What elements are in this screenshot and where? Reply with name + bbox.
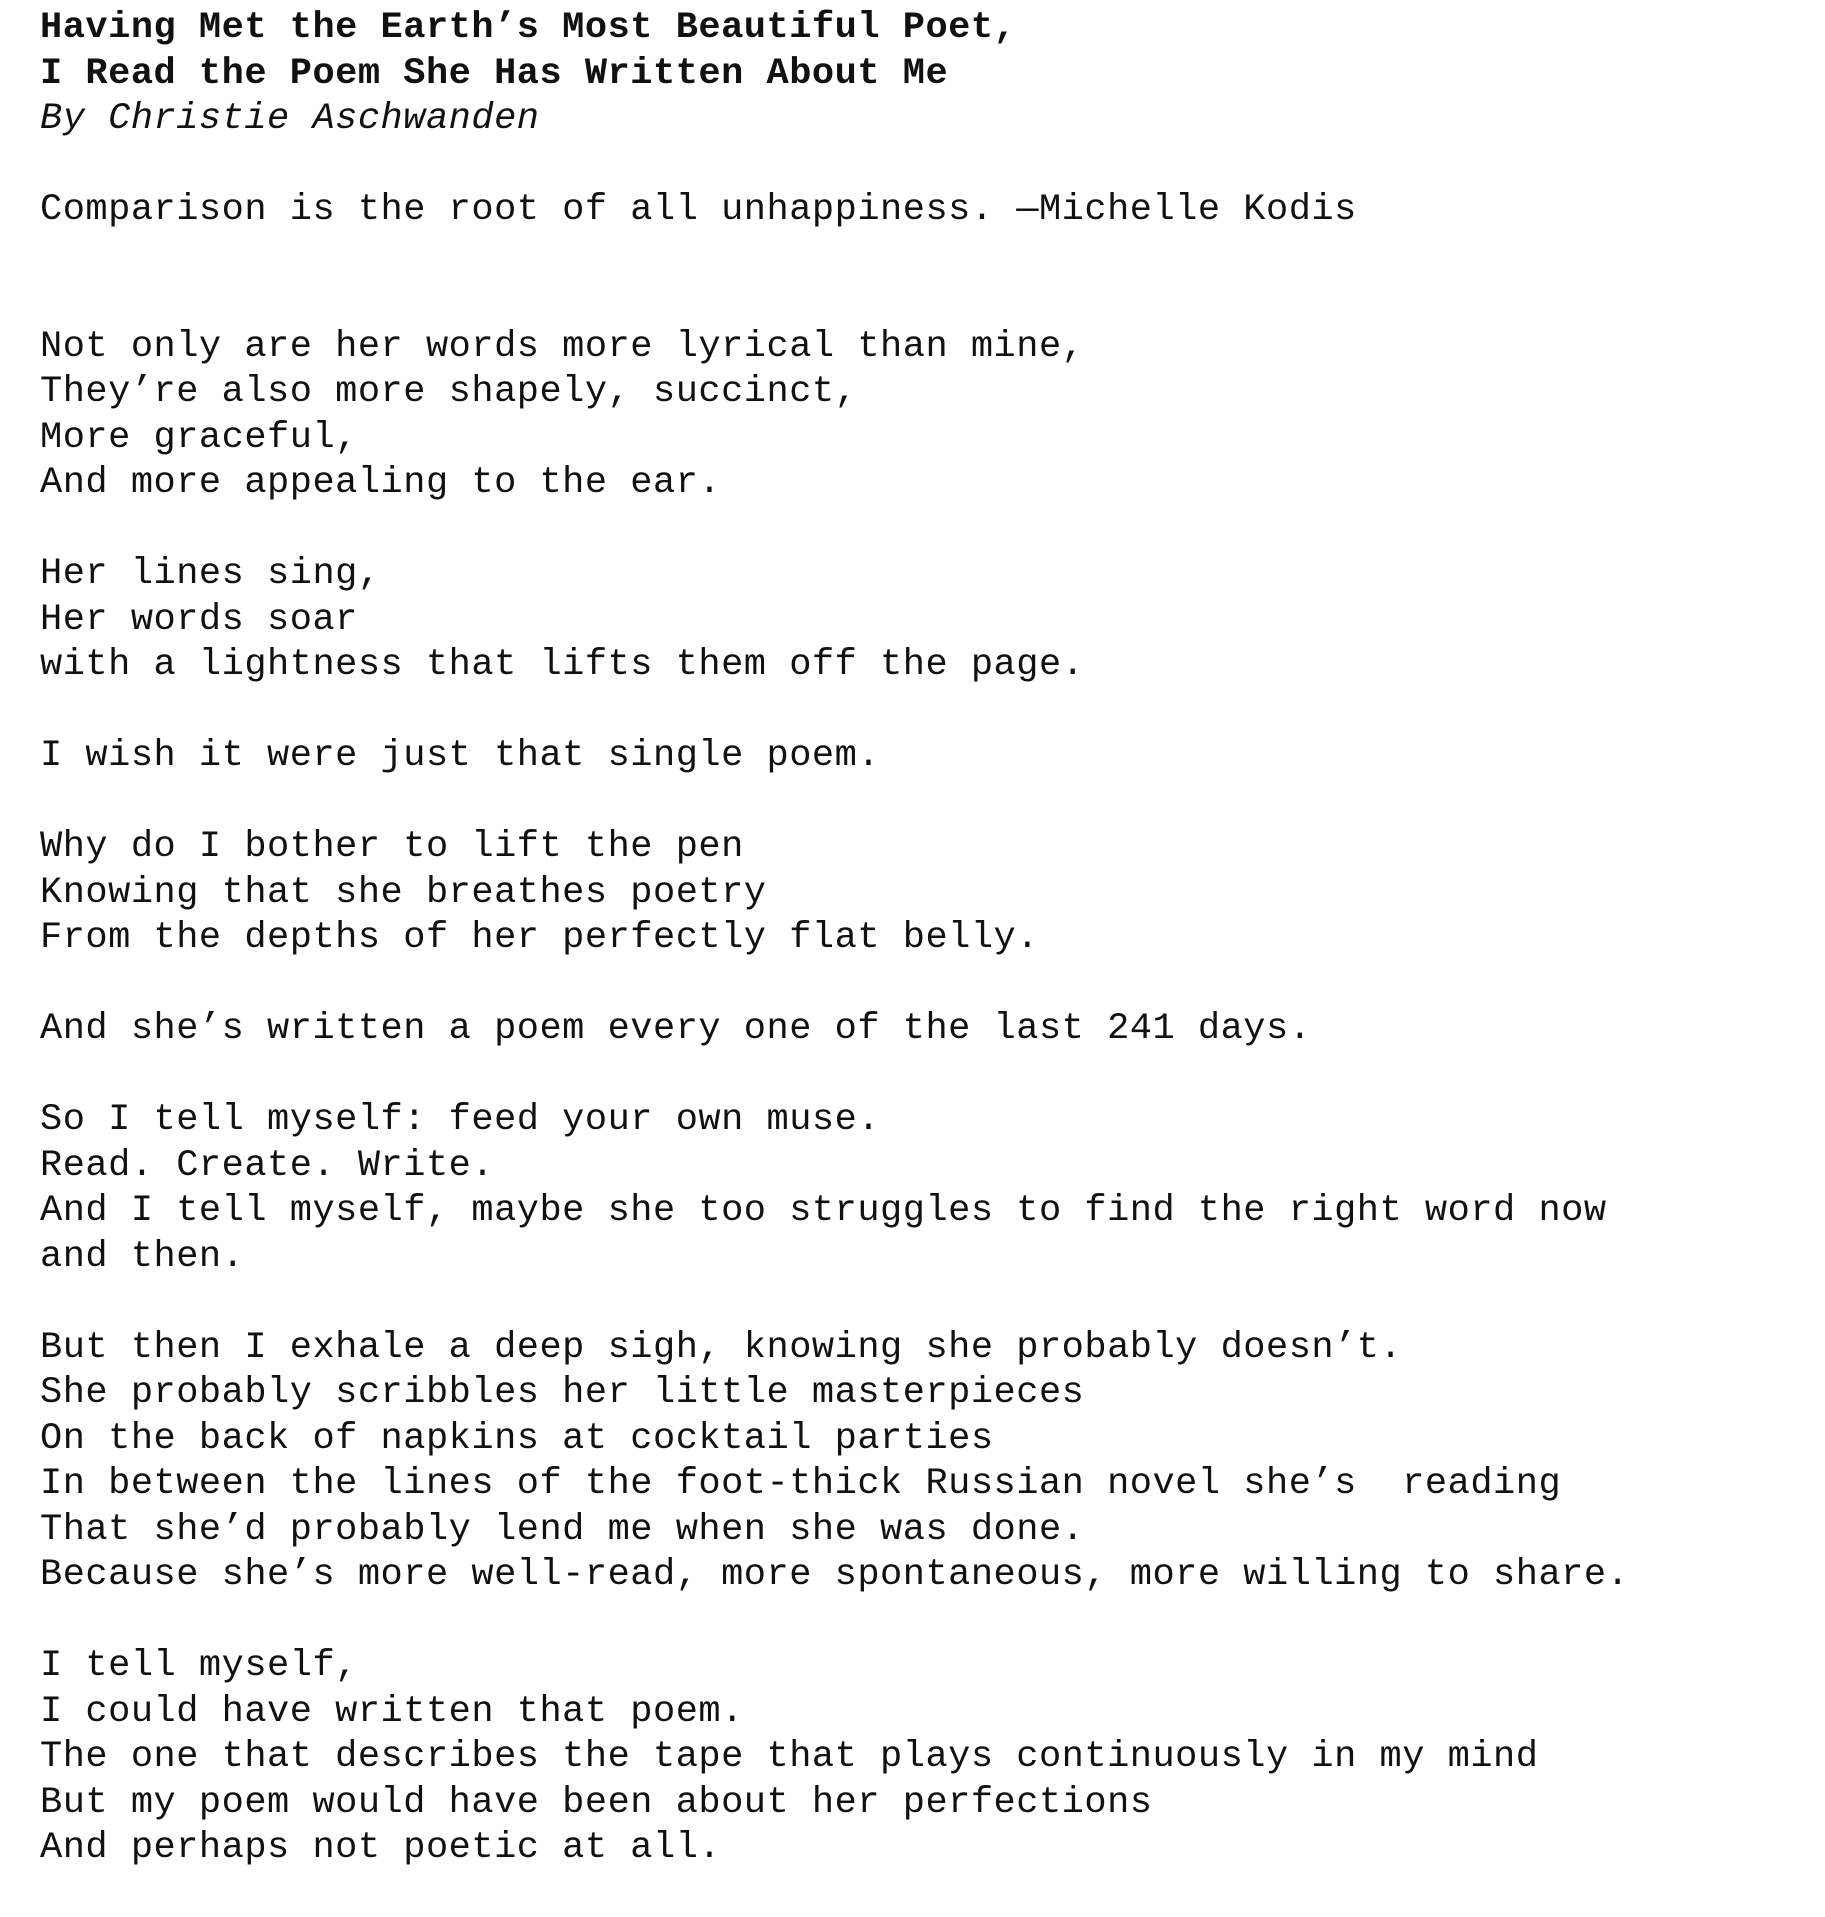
poem-line: More graceful, bbox=[40, 416, 358, 459]
poem-line: Why do I bother to lift the pen bbox=[40, 826, 744, 868]
poem-line: But my poem would have been about her perfections bbox=[40, 1781, 1153, 1824]
poem-line: So I tell myself: feed your own muse. bbox=[40, 1099, 881, 1141]
epigraph: Comparison is the root of all unhappiness. —Michelle Kodis bbox=[40, 189, 1357, 231]
stanza bbox=[40, 1644, 1810, 1872]
poem-line: From the depths of her perfectly flat belly. bbox=[40, 917, 1039, 959]
poem-line: On the back of napkins at cocktail parties bbox=[40, 1417, 994, 1460]
poem-line: I tell myself, bbox=[40, 1645, 358, 1687]
stanza bbox=[40, 825, 1810, 962]
stanza bbox=[40, 734, 1810, 780]
poem-line: and then. bbox=[40, 1235, 245, 1278]
poem-body bbox=[40, 325, 1810, 1872]
poem-line: But then I exhale a deep sigh, knowing she probably doesn’t. bbox=[40, 1326, 1403, 1369]
poem-line: I could have written that poem. bbox=[40, 1690, 744, 1733]
stanza bbox=[40, 1098, 1810, 1280]
stanza bbox=[40, 1326, 1810, 1599]
stanza bbox=[40, 325, 1810, 507]
poem-line: In between the lines of the foot-thick Russian novel she’s reading bbox=[40, 1463, 1562, 1505]
title-line-1: Having Met the Earth’s Most Beautiful Poet, bbox=[40, 7, 1017, 49]
poem-line: And perhaps not poetic at all. bbox=[40, 1827, 722, 1869]
poem-line: Read. Create. Write. bbox=[40, 1144, 495, 1187]
poem-line: She probably scribbles her little masterpieces bbox=[40, 1372, 1085, 1414]
poem-line: I wish it were just that single poem. bbox=[40, 735, 881, 777]
poem-line: Because she’s more well-read, more spontaneous, more willing to share. bbox=[40, 1554, 1630, 1596]
poem-line: The one that describes the tape that plays continuously in my mind bbox=[40, 1736, 1539, 1778]
poem-line: They’re also more shapely, succinct, bbox=[40, 371, 858, 413]
poem-line: Her lines sing, bbox=[40, 553, 381, 595]
poem-line: And more appealing to the ear. bbox=[40, 462, 722, 504]
poem-line: with a lightness that lifts them off the page. bbox=[40, 644, 1085, 686]
poem-page bbox=[40, 6, 1810, 1917]
poem-line: Not only are her words more lyrical than mine, bbox=[40, 325, 1085, 368]
poem-line: And she’s written a poem every one of the last 241 days. bbox=[40, 1008, 1312, 1050]
stanza bbox=[40, 552, 1810, 689]
byline: By Christie Aschwanden bbox=[40, 98, 540, 140]
poem-line: That she’d probably lend me when she was done. bbox=[40, 1508, 1085, 1551]
poem-line: Knowing that she breathes poetry bbox=[40, 871, 767, 914]
poem-line: Her words soar bbox=[40, 598, 358, 641]
stanza bbox=[40, 1007, 1810, 1053]
poem-line: And I tell myself, maybe she too struggles to find the right word now bbox=[40, 1190, 1607, 1232]
title-line-2: I Read the Poem She Has Written About Me bbox=[40, 52, 949, 95]
